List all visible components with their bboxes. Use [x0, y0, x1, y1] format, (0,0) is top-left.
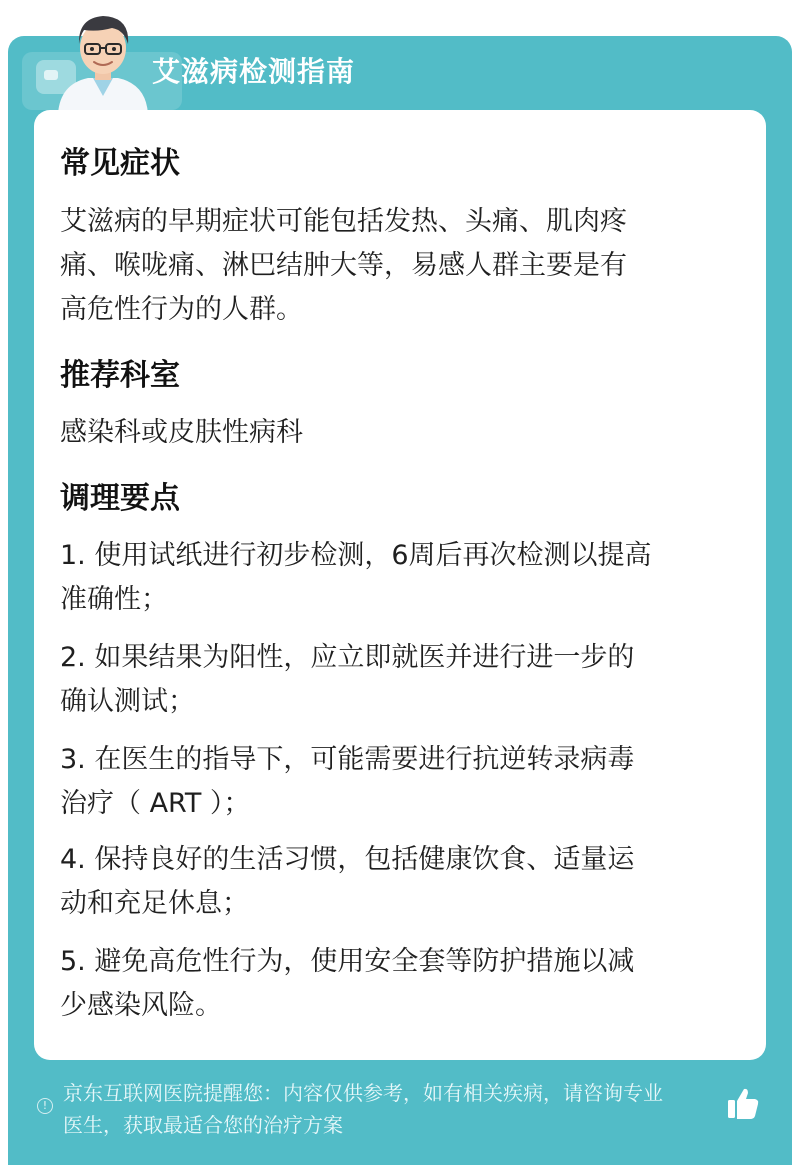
care-point-line: 5. 避免高危性行为，使用安全套等防护措施以减: [60, 946, 635, 977]
section-title-department: 推荐科室: [60, 358, 180, 393]
page-title: 艾滋病检测指南: [152, 55, 356, 88]
care-point-line: 动和充足休息；: [60, 888, 249, 919]
section-title-symptoms: 常见症状: [60, 146, 180, 181]
care-point-line: 准确性；: [60, 584, 168, 615]
care-point-line: 3. 在医生的指导下，可能需要进行抗逆转录病毒: [60, 744, 635, 775]
care-point-line: 1. 使用试纸进行初步检测，6周后再次检测以提高: [60, 540, 652, 571]
disclaimer-line: 医生，获取最适合您的治疗方案: [63, 1113, 343, 1137]
disclaimer: [63, 1077, 728, 1141]
care-point-line: 治疗（ ART ）；: [60, 788, 251, 819]
section-title-care-points: 调理要点: [60, 481, 180, 516]
info-icon: !: [37, 1098, 53, 1114]
care-point-line: 少感染风险。: [60, 990, 222, 1021]
disclaimer-line: 京东互联网医院提醒您：内容仅供参考，如有相关疾病，请咨询专业: [63, 1081, 663, 1105]
symptoms-line: 痛、喉咙痛、淋巴结肿大等，易感人群主要是有: [60, 250, 627, 281]
department-text: 感染科或皮肤性病科: [60, 417, 303, 448]
care-point-line: 4. 保持良好的生活习惯，包括健康饮食、适量运: [60, 844, 635, 875]
care-point-line: 2. 如果结果为阳性，应立即就医并进行进一步的: [60, 642, 635, 673]
thumbs-up-icon[interactable]: [726, 1085, 760, 1121]
care-point-line: 确认测试；: [60, 686, 195, 717]
doctor-avatar: [48, 6, 158, 114]
symptoms-line: 艾滋病的早期症状可能包括发热、头痛、肌肉疼: [60, 206, 627, 237]
symptoms-line: 高危性行为的人群。: [60, 294, 303, 325]
